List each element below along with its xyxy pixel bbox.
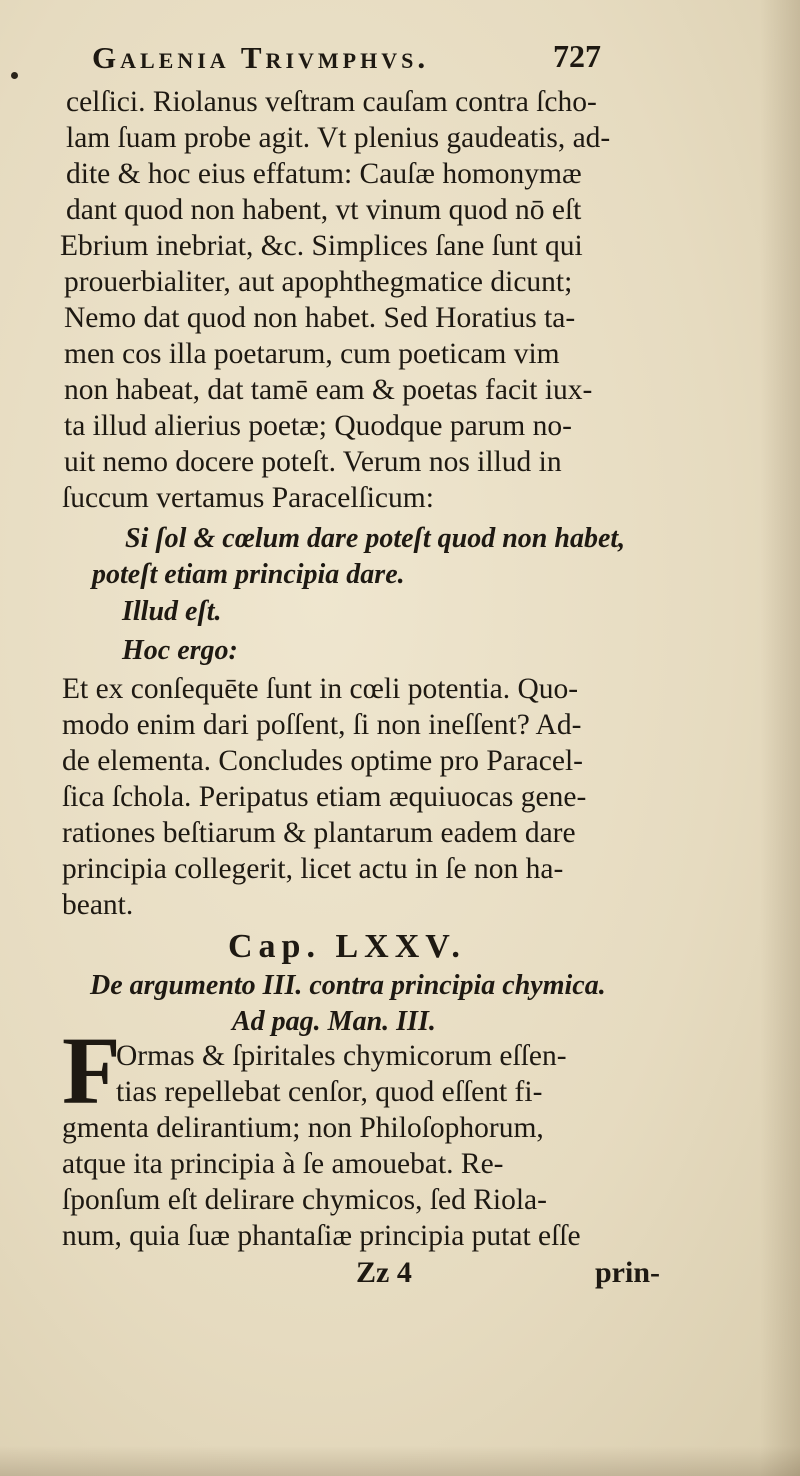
text-line: lam ſuam probe agit. Vt plenius gaudeatis, ad- — [66, 122, 611, 154]
text-line: ſica ſchola. Peripatus etiam æquiuocas gene- — [62, 781, 587, 813]
text-line: de elementa. Concludes optime pro Paracel- — [62, 745, 583, 777]
syllogism-minor: Illud eſt. — [122, 596, 222, 627]
text-line: dant quod non habent, vt vinum quod nō eſt — [66, 194, 582, 226]
catchword: prin- — [595, 1256, 661, 1289]
page-footer — [0, 1256, 800, 1301]
page-number: 727 — [553, 38, 601, 74]
text-line: principia collegerit, licet actu in ſe non ha- — [62, 853, 564, 885]
page-bottom-shadow — [0, 1446, 800, 1476]
text-line: beant. — [62, 889, 134, 921]
text-line: men cos illa poetarum, cum poeticam vim — [64, 338, 560, 370]
text-line: rationes beſtiarum & plantarum eadem dare — [62, 817, 576, 849]
text-line: Et ex conſequēte ſunt in cœli potentia. Quo- — [62, 673, 579, 705]
chapter-subtitle: De argumento III. contra principia chymica. — [90, 970, 606, 1001]
text-line: ſponſum eſt delirare chymicos, ſed Riola- — [62, 1184, 547, 1216]
drop-capital: F — [62, 1017, 121, 1124]
text-line: ſuccum vertamus Paracelſicum: — [62, 482, 434, 514]
text-line: Nemo dat quod non habet. Sed Horatius ta- — [64, 302, 576, 334]
ink-dot — [11, 72, 18, 79]
chapter-reference: Ad pag. Man. III. — [232, 1006, 436, 1037]
syllogism-major-2: poteſt etiam principia dare. — [92, 559, 405, 590]
signature-mark: Zz 4 — [356, 1256, 412, 1289]
text-line: ta illud alierius poetæ; Quodque parum no- — [64, 410, 572, 442]
text-line: celſici. Riolanus veſtram cauſam contra ſcho- — [66, 86, 597, 118]
gutter-shadow — [760, 0, 800, 1476]
text-line: atque ita principia à ſe amouebat. Re- — [62, 1148, 504, 1180]
text-line: num, quia ſuæ phantaſiæ principia putat eſſe — [62, 1220, 581, 1252]
text-line: Ormas & ſpiritales chymicorum eſſen- — [116, 1040, 567, 1072]
text-line: modo enim dari poſſent, ſi non ineſſent? Ad- — [62, 709, 582, 741]
text-line: prouerbialiter, aut apophthegmatice dicunt; — [64, 266, 573, 298]
text-line: tias repellebat cenſor, quod eſſent fi- — [116, 1076, 543, 1108]
running-title: Galenia Trivmphvs. — [92, 40, 430, 75]
text-line: uit nemo docere poteſt. Verum nos illud in — [64, 446, 562, 478]
text-line: non habeat, dat tamē eam & poetas facit iux- — [64, 374, 593, 406]
text-line: gmenta delirantium; non Philoſophorum, — [62, 1112, 544, 1144]
chapter-heading: Cap. LXXV. — [228, 928, 466, 965]
syllogism-major-1: Si ſol & cœlum dare poteſt quod non habet, — [125, 523, 626, 554]
text-line: Ebrium inebriat, &c. Simplices ſane ſunt qui — [60, 230, 583, 262]
syllogism-conclusion: Hoc ergo: — [122, 635, 238, 666]
text-line: dite & hoc eius effatum: Cauſæ homonymæ — [66, 158, 582, 190]
